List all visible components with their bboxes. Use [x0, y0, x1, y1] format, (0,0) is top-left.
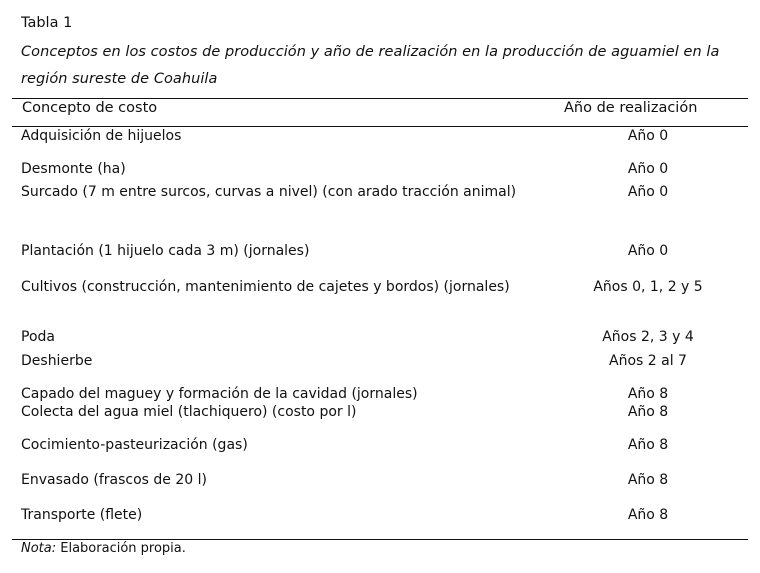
table-row-concept: Adquisición de hijuelos: [21, 128, 182, 144]
table-row-concept: Transporte (flete): [21, 507, 143, 523]
table-row-year: Años 2 al 7: [609, 353, 687, 369]
table-row-concept: Surcado (7 m entre surcos, curvas a nivel) (con arado tracción animal): [21, 184, 517, 200]
table-row-concept: Capado del maguey y formación de la cavidad (jornales): [21, 386, 418, 402]
table-row-year: Año 0: [627, 243, 669, 259]
table-row-concept: Poda: [21, 329, 55, 345]
note-text: Elaboración propia.: [56, 541, 186, 556]
column-header-year: Año de realización: [564, 100, 698, 116]
table-note: [21, 541, 186, 556]
table-label: Tabla 1: [21, 15, 73, 31]
table-row-year: Año 0: [627, 184, 669, 200]
table-row-year: Año 8: [627, 472, 669, 488]
table-top-rule: [12, 98, 748, 99]
table-header-rule: [12, 126, 748, 127]
table-row-concept: Colecta del agua miel (tlachiquero) (costo por l): [21, 404, 357, 420]
table-row-year: Año 0: [627, 161, 669, 177]
table-row-year: Año 8: [627, 386, 669, 402]
table-row-year: Años 0, 1, 2 y 5: [593, 279, 703, 295]
table-row-year: Año 8: [627, 404, 669, 420]
table-bottom-rule: [12, 539, 748, 540]
table-row-concept: Envasado (frascos de 20 l): [21, 472, 207, 488]
table-row-concept: Deshierbe: [21, 353, 93, 369]
column-header-concept: Concepto de costo: [22, 100, 158, 116]
note-label: Nota:: [21, 541, 57, 556]
table-row-year: Año 0: [627, 128, 669, 144]
table-row-year: Año 8: [627, 507, 669, 523]
table-row-year: Año 8: [627, 437, 669, 453]
table-row-year: Años 2, 3 y 4: [602, 329, 694, 345]
table-row-concept: Desmonte (ha): [21, 161, 126, 177]
table-row-concept: Cultivos (construcción, mantenimiento de cajetes y bordos) (jornales): [21, 279, 510, 295]
table-caption-line-2: región sureste de Coahuila: [21, 71, 218, 87]
table-row-concept: Cocimiento-pasteurización (gas): [21, 437, 248, 453]
table-row-concept: Plantación (1 hijuelo cada 3 m) (jornales): [21, 243, 310, 259]
table-caption-line-1: Conceptos en los costos de producción y año de realización en la producción de aguamiel en la: [21, 44, 720, 60]
